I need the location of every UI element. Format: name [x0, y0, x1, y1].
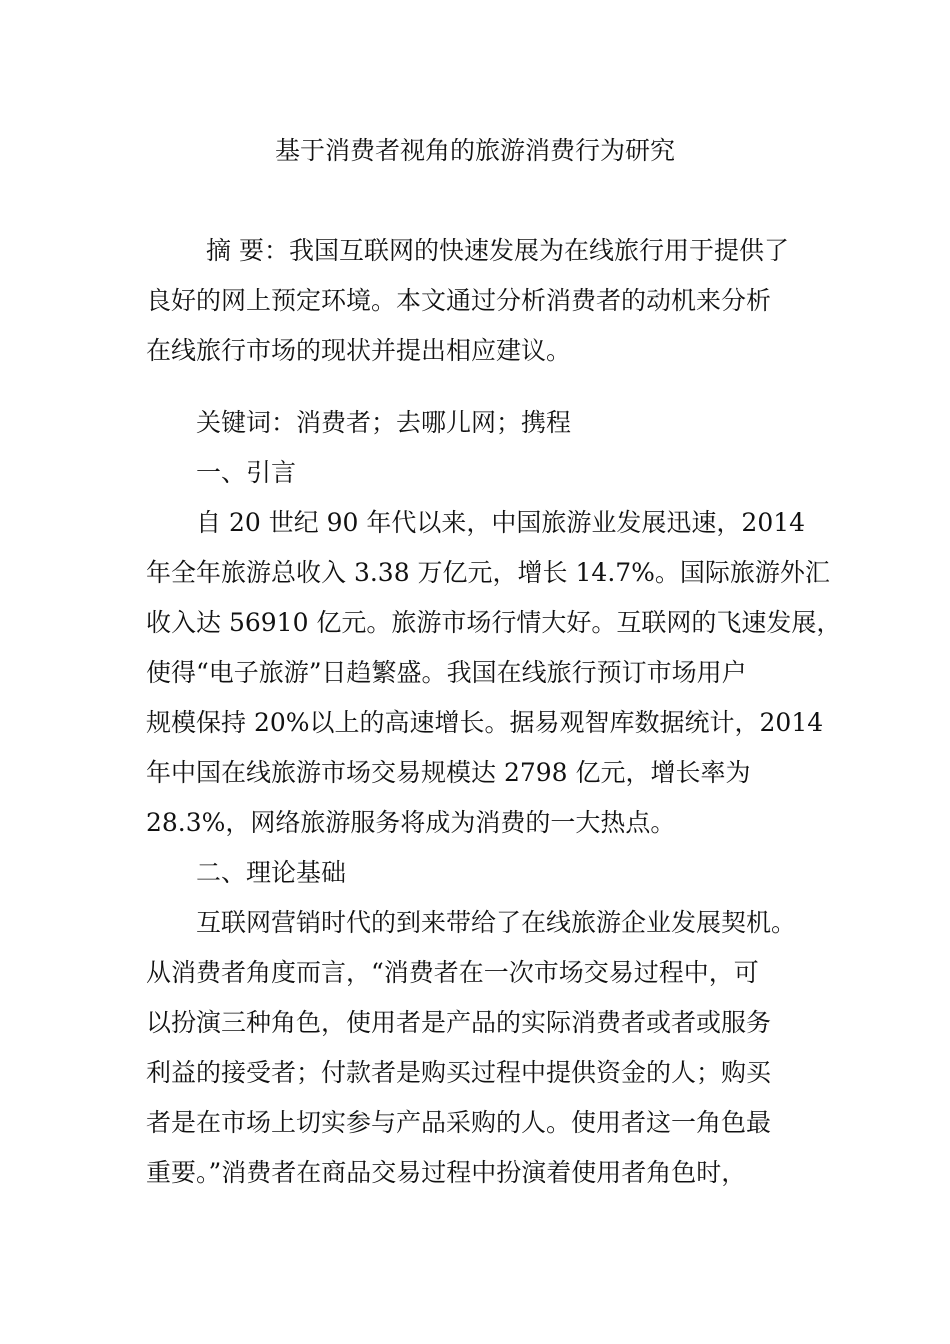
- paragraph-line: 互联网营销时代的到来带给了在线旅游企业发展契机。: [196, 908, 797, 937]
- section-heading-theory: 二、理论基础: [196, 858, 347, 887]
- abstract-line: 在线旅行市场的现状并提出相应建议。: [146, 336, 572, 365]
- paragraph-line: 自 20 世纪 90 年代以来，中国旅游业发展迅速，2014: [196, 508, 806, 537]
- paragraph-line: 规模保持 20%以上的高速增长。据易观智库数据统计，2014: [146, 708, 824, 737]
- section-heading-introduction: 一、引言: [196, 458, 297, 487]
- paragraph-line: 使得“电子旅游”日趋繁盛。我国在线旅行预订市场用户: [146, 658, 747, 687]
- paragraph-line: 者是在市场上切实参与产品采购的人。使用者这一角色最: [146, 1108, 772, 1137]
- paragraph-line: 年中国在线旅游市场交易规模达 2798 亿元，增长率为: [146, 758, 751, 787]
- abstract-line: 摘 要：我国互联网的快速发展为在线旅行用于提供了: [206, 236, 789, 265]
- document-title: 基于消费者视角的旅游消费行为研究: [274, 136, 675, 165]
- paragraph-line: 收入达 56910 亿元。旅游市场行情大好。互联网的飞速发展，: [146, 608, 842, 637]
- paragraph-line: 从消费者角度而言，“消费者在一次市场交易过程中，可: [146, 958, 759, 987]
- abstract-line: 良好的网上预定环境。本文通过分析消费者的动机来分析: [146, 286, 772, 315]
- paragraph-line: 年全年旅游总收入 3.38 万亿元，增长 14.7%。国际旅游外汇: [146, 558, 830, 587]
- keywords-line: 关键词：消费者；去哪儿网；携程: [196, 408, 572, 437]
- paragraph-line: 利益的接受者；付款者是购买过程中提供资金的人；购买: [146, 1058, 772, 1087]
- paragraph-line: 重要。”消费者在商品交易过程中扮演着使用者角色时，: [146, 1158, 747, 1187]
- paragraph-line: 以扮演三种角色，使用者是产品的实际消费者或者或服务: [146, 1008, 772, 1037]
- paragraph-line: 28.3%，网络旅游服务将成为消费的一大热点。: [146, 808, 676, 837]
